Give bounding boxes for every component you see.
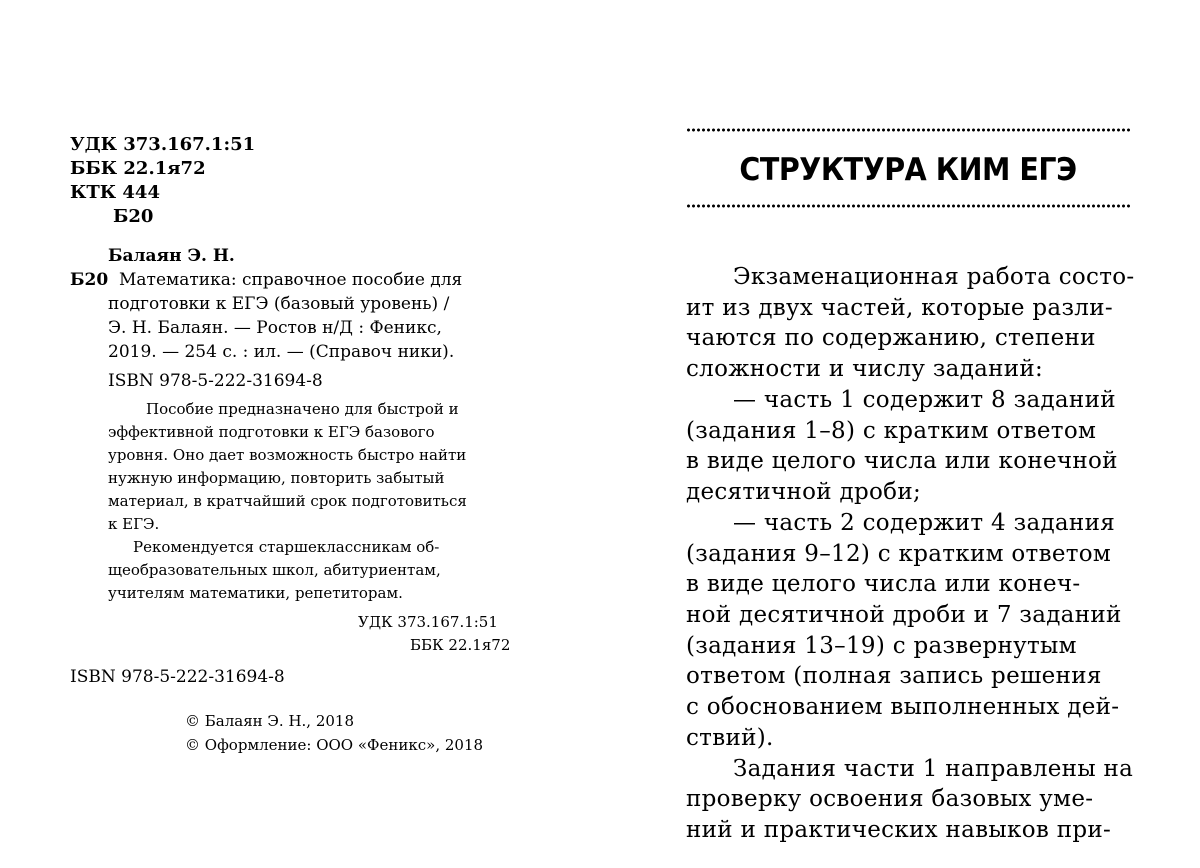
isbn-record: ISBN 978-5-222-31694-8 bbox=[108, 371, 323, 391]
annotation-line: нужную информацию, повторить забытый bbox=[108, 469, 445, 487]
body-line: ит из двух частей, которые разли- bbox=[686, 295, 1113, 321]
body-line: в виде целого числа или конечной bbox=[686, 448, 1118, 474]
record-line: 2019. — 254 с. : ил. — (Справоч ники). bbox=[108, 342, 455, 362]
udc-bottom: УДК 373.167.1:51 bbox=[358, 613, 498, 631]
body-line: (задания 9–12) с кратким ответом bbox=[686, 541, 1112, 567]
section-heading: СТРУКТУРА КИМ ЕГЭ bbox=[739, 152, 1077, 188]
udc-code: УДК 373.167.1:51 bbox=[70, 134, 256, 155]
body-line: с обоснованием выполненных дей- bbox=[686, 694, 1120, 720]
author-sign: Б20 bbox=[113, 206, 154, 227]
annotation-line: эффективной подготовки к ЕГЭ базового bbox=[108, 423, 435, 441]
record-sign: Б20 bbox=[70, 270, 109, 290]
bbk-code: ББК 22.1я72 bbox=[70, 158, 206, 179]
body-line: чаются по содержанию, степени bbox=[686, 325, 1096, 351]
bbk-bottom: ББК 22.1я72 bbox=[410, 636, 511, 654]
record-line: Математика: справочное пособие для bbox=[119, 270, 463, 290]
body-line: — часть 2 содержит 4 задания bbox=[733, 510, 1116, 536]
body-line: Задания части 1 направлены на bbox=[733, 756, 1134, 782]
body-line: — часть 1 содержит 8 заданий bbox=[733, 387, 1116, 413]
annotation-line: к ЕГЭ. bbox=[108, 515, 160, 533]
body-line: сложности и числу заданий: bbox=[686, 356, 1044, 382]
body-line: ний и практических навыков при- bbox=[686, 817, 1112, 843]
body-line: (задания 13–19) с развернутым bbox=[686, 633, 1077, 659]
ktk-code: КТК 444 bbox=[70, 182, 160, 203]
body-line: проверку освоения базовых уме- bbox=[686, 786, 1094, 812]
annotation-line: щеобразовательных школ, абитуриентам, bbox=[108, 561, 441, 579]
body-line: (задания 1–8) с кратким ответом bbox=[686, 418, 1097, 444]
body-line: ствий). bbox=[686, 725, 774, 751]
body-line: ной десятичной дроби и 7 заданий bbox=[686, 602, 1122, 628]
annotation-line: Пособие предназначено для быстрой и bbox=[146, 400, 459, 418]
annotation-line: материал, в кратчайший срок подготовиться bbox=[108, 492, 467, 510]
copyright-author: © Балаян Э. Н., 2018 bbox=[185, 712, 355, 730]
annotation-line: уровня. Оно дает возможность быстро найти bbox=[108, 446, 467, 464]
body-line: ответом (полная запись решения bbox=[686, 663, 1102, 689]
author-name: Балаян Э. Н. bbox=[108, 246, 235, 266]
copyright-design: © Оформление: ООО «Феникс», 2018 bbox=[185, 736, 484, 754]
record-line: подготовки к ЕГЭ (базовый уровень) / bbox=[108, 294, 450, 314]
annotation-line: Рекомендуется старшеклассникам об- bbox=[133, 538, 440, 556]
bottom-dotted-rule bbox=[686, 202, 1130, 210]
isbn-bottom: ISBN 978-5-222-31694-8 bbox=[70, 667, 285, 687]
record-line: Э. Н. Балаян. — Ростов н/Д : Феникс, bbox=[108, 318, 442, 338]
content-page bbox=[600, 0, 1200, 868]
body-line: Экзаменационная работа состо- bbox=[733, 264, 1135, 290]
body-line: в виде целого числа или конеч- bbox=[686, 571, 1081, 597]
body-line: десятичной дроби; bbox=[686, 479, 921, 505]
top-dotted-rule bbox=[686, 126, 1130, 134]
annotation-line: учителям математики, репетиторам. bbox=[108, 584, 403, 602]
